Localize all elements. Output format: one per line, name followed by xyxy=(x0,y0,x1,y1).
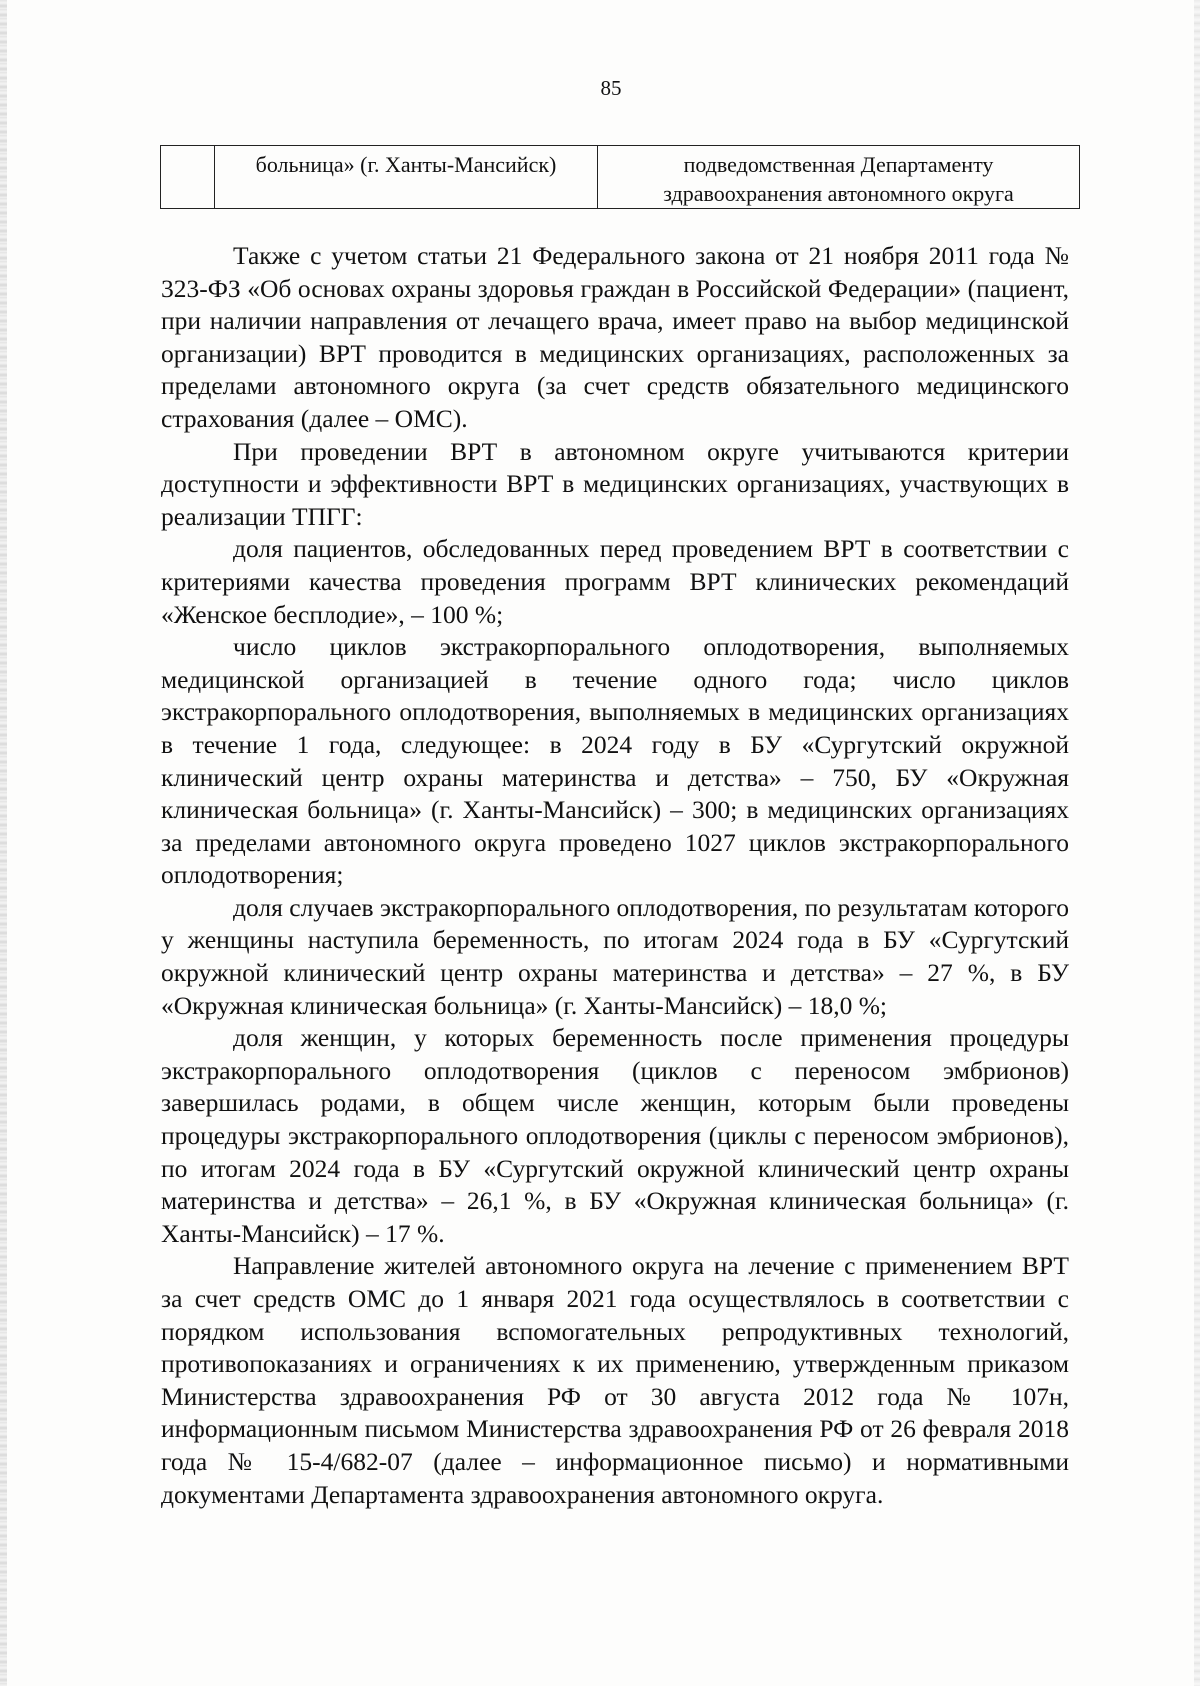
paragraph-criterion-birth-share: доля женщин, у которых беременность после применения процедуры экстракорпорального оплодотворения (циклов с переносом эмбрионов) завершилась родами, в общем числе женщин, которым были проведены процедуры экстракорпорального оплодотворения (циклы с переносом эмбрионов), по итогам 2024 года в БУ «Сургутский окружной клинический центр охраны материнства и детства» – 26,1 %, в БУ «Окружная клиническая больница» (г. Ханты-Мансийск) – 17 %. xyxy=(161,1023,1069,1248)
page-number: 85 xyxy=(600,76,622,100)
paragraph-federal-law: Также с учетом статьи 21 Федерального закона от 21 ноября 2011 года № 323-ФЗ «Об основах охраны здоровья граждан в Российской Федерации» (пациент, при наличии направления от лечащего врача, имеет право на выбор медицинской организации) ВРТ проводится в медицинских организациях, расположенных за пределами автономного округа (за счет средств обязательного медицинского страхования (далее – ОМС). xyxy=(161,241,1069,433)
table-cell-number xyxy=(161,146,215,209)
table-cell-subordination: подведомственная Департаменту здравоохранения автономного округа xyxy=(598,146,1080,209)
paragraph-referral-procedure: Направление жителей автономного округа на лечение с применением ВРТ за счет средств ОМС до 1 января 2021 года осуществлялось в соответствии с порядком использования вспомогательных репродуктивных технологий, противопоказаниях и ограничениях к их применению, утвержденным приказом Министерства здравоохранения РФ от 30 августа 2012 года № 107н, информационным письмом Министерства здравоохранения РФ от 26 февраля 2018 года № 15-4/682-07 (далее – информационное письмо) и нормативными документами Департамента здравоохранения автономного округа. xyxy=(161,1251,1069,1509)
continued-table xyxy=(160,145,1080,209)
paragraph-criterion-pregnancy-share: доля случаев экстракорпорального оплодотворения, по результатам которого у женщины наступила беременность, по итогам 2024 года в БУ «Сургутский окружной клинический центр охраны материнства и детства» – 27 %, в БУ «Окружная клиническая больница» (г. Ханты-Мансийск) – 18,0 %; xyxy=(161,892,1069,1020)
paragraph-criterion-examined-share: доля пациентов, обследованных перед проведением ВРТ в соответствии с критериями качества проведения программ ВРТ клинических рекомендаций «Женское бесплодие», – 100 %; xyxy=(161,534,1069,629)
body-text xyxy=(161,240,1069,1511)
scan-edge-right xyxy=(1194,0,1200,1686)
paragraph-criterion-ivf-cycles: число циклов экстракорпорального оплодотворения, выполняемых медицинской организацией в течение одного года; число циклов экстракорпорального оплодотворения, выполняемых в медицинских организациях в течение 1 года, следующее: в 2024 году в БУ «Сургутский окружной клинический центр охраны материнства и детства» – 750, БУ «Окружная клиническая больница» (г. Ханты-Мансийск) – 300; в медицинских организациях за пределами автономного округа проведено 1027 циклов экстракорпорального оплодотворения; xyxy=(161,632,1069,890)
table-cell-organization: больница» (г. Ханты-Мансийск) xyxy=(215,146,598,209)
table-row xyxy=(161,146,1080,209)
paragraph-criteria-intro: При проведении ВРТ в автономном округе учитываются критерии доступности и эффективности ВРТ в медицинских организациях, участвующих в реализации ТПГГ: xyxy=(161,436,1069,531)
scan-edge-left xyxy=(0,0,7,1686)
